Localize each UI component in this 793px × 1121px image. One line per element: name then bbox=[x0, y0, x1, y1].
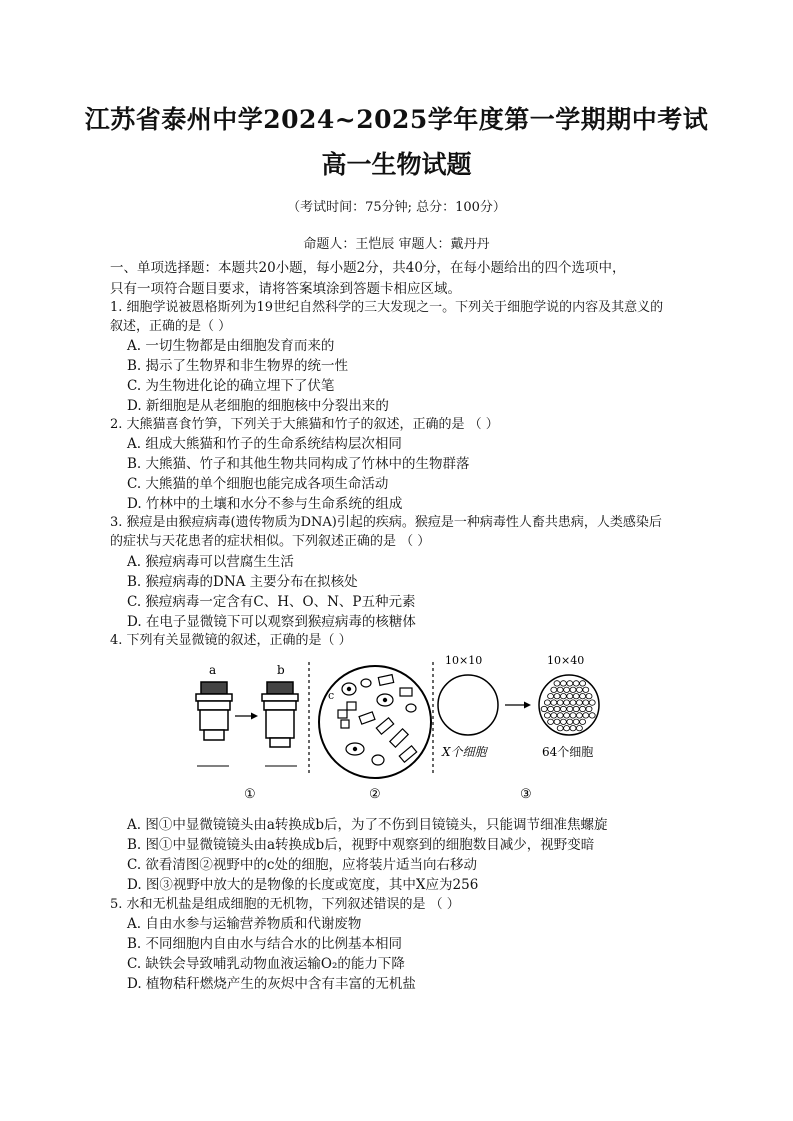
question-3-stem-line1: 3. 猴痘是由猴痘病毒(遗传物质为DNA)引起的疾病。猴痘是一种病毒性人畜共患病，人类感染后 bbox=[110, 515, 662, 530]
packed-cell bbox=[554, 706, 560, 711]
packed-cell bbox=[554, 719, 560, 724]
question-1-option-d: D. 新细胞是从老细胞的细胞核中分裂出来的 bbox=[127, 398, 389, 414]
packed-cell bbox=[567, 719, 573, 724]
packed-cell bbox=[570, 700, 576, 705]
packed-cell bbox=[544, 700, 550, 705]
question-5-option-c: C. 缺铁会导致哺乳动物血液运输O₂的能力下降 bbox=[127, 956, 405, 972]
packed-cell bbox=[576, 700, 582, 705]
figure-number-3: ③ bbox=[520, 787, 532, 802]
figure-number-2: ② bbox=[369, 787, 381, 802]
packed-cell bbox=[564, 713, 570, 718]
packed-cell bbox=[541, 706, 547, 711]
packed-cell bbox=[560, 694, 566, 699]
question-5-option-d: D. 植物秸秆燃烧产生的灰烬中含有丰富的无机盐 bbox=[127, 976, 416, 992]
packed-cell bbox=[564, 700, 570, 705]
question-5-stem: 5. 水和无机盐是组成细胞的无机物，下列叙述错误的是 （ ） bbox=[110, 897, 460, 912]
question-4-stem: 4. 下列有关显微镜的叙述，正确的是（ ） bbox=[110, 633, 352, 648]
packed-cell bbox=[570, 687, 576, 692]
packed-cell bbox=[576, 726, 582, 731]
packed-cell bbox=[570, 726, 576, 731]
question-1-stem-line1: 1. 细胞学说被恩格斯列为19世纪自然科学的三大发现之一。下列关于细胞学说的内容及其意义的 bbox=[110, 300, 664, 315]
microscope-figure bbox=[185, 652, 625, 807]
packed-cell bbox=[554, 694, 560, 699]
packed-cell bbox=[589, 713, 595, 718]
label-b: b bbox=[277, 663, 285, 677]
mag-label-high: 10×40 bbox=[547, 654, 585, 667]
question-5-option-b: B. 不同细胞内自由水与结合水的比例基本相同 bbox=[127, 936, 403, 952]
question-4-option-b: B. 图①中显微镜镜头由a转换成b后，视野中观察到的细胞数目减少，视野变暗 bbox=[127, 837, 595, 853]
question-1-option-a: A. 一切生物都是由细胞发育而来的 bbox=[127, 338, 335, 354]
question-1-option-b: B. 揭示了生物界和非生物界的统一性 bbox=[127, 358, 349, 374]
packed-cell bbox=[580, 706, 586, 711]
packed-cell bbox=[567, 694, 573, 699]
question-2-option-d: D. 竹林中的土壤和水分不参与生命系统的组成 bbox=[127, 496, 403, 512]
question-2-option-c: C. 大熊猫的单个细胞也能完成各项生命活动 bbox=[127, 476, 389, 492]
question-3-option-b: B. 猴痘病毒的DNA 主要分布在拟核处 bbox=[127, 574, 358, 590]
packed-cell bbox=[554, 681, 560, 686]
exam-info: （考试时间：75分钟; 总分：100分） bbox=[287, 200, 506, 215]
packed-cell bbox=[544, 713, 550, 718]
arrow-a-to-b bbox=[235, 713, 258, 720]
question-5-option-a: A. 自由水参与运输营养物质和代谢废物 bbox=[127, 916, 362, 932]
label-c: c bbox=[328, 689, 335, 702]
packed-cell bbox=[567, 681, 573, 686]
objective-lens-a bbox=[196, 682, 232, 740]
question-1-stem-line2: 叙述，正确的是（ ） bbox=[110, 319, 232, 334]
question-3-stem-line2: 的症状与天花患者的症状相似。下列叙述正确的是 （ ） bbox=[110, 534, 431, 549]
exam-subtitle: 高一生物试题 bbox=[321, 150, 472, 179]
packed-cell bbox=[573, 719, 579, 724]
packed-cell bbox=[557, 700, 563, 705]
question-4-option-c: C. 欲看清图②视野中的c处的细胞，应将装片适当向右移动 bbox=[127, 857, 477, 873]
packed-cell bbox=[557, 687, 563, 692]
question-2-option-b: B. 大熊猫、竹子和其他生物共同构成了竹林中的生物群落 bbox=[127, 456, 470, 472]
packed-cell bbox=[564, 726, 570, 731]
packed-cell bbox=[567, 706, 573, 711]
question-3-option-a: A. 猴痘病毒可以营腐生生活 bbox=[127, 554, 294, 570]
packed-cell bbox=[583, 713, 589, 718]
packed-cell bbox=[586, 706, 592, 711]
question-2-option-a: A. 组成大熊猫和竹子的生命系统结构层次相同 bbox=[127, 436, 402, 452]
section-intro-line2: 只有一项符合题目要求，请将答案填涂到答题卡相应区域。 bbox=[110, 281, 461, 297]
packed-cell bbox=[564, 687, 570, 692]
packed-cell bbox=[573, 706, 579, 711]
packed-cell bbox=[573, 694, 579, 699]
question-3-option-c: C. 猴痘病毒一定含有C、H、O、N、P五种元素 bbox=[127, 594, 416, 610]
packed-cell bbox=[589, 700, 595, 705]
low-power-field bbox=[438, 675, 498, 735]
packed-cell bbox=[557, 713, 563, 718]
packed-cell bbox=[576, 713, 582, 718]
exam-authors: 命题人：王恺辰 审题人：戴丹丹 bbox=[303, 237, 490, 252]
packed-cell bbox=[583, 687, 589, 692]
packed-cell bbox=[551, 713, 557, 718]
packed-cell bbox=[580, 719, 586, 724]
packed-cell bbox=[576, 687, 582, 692]
caption-64-cells: 64个细胞 bbox=[542, 745, 594, 759]
packed-cell bbox=[573, 681, 579, 686]
question-4-option-a: A. 图①中显微镜镜头由a转换成b后，为了不伤到目镜镜头，只能调节细准焦螺旋 bbox=[127, 817, 608, 833]
packed-cell bbox=[557, 726, 563, 731]
packed-cell bbox=[583, 700, 589, 705]
figure-number-1: ① bbox=[244, 787, 256, 802]
question-2-stem: 2. 大熊猫喜食竹笋，下列关于大熊猫和竹子的叙述，正确的是 （ ） bbox=[110, 417, 499, 432]
question-3-option-d: D. 在电子显微镜下可以观察到猴痘病毒的核糖体 bbox=[127, 614, 416, 630]
objective-lens-b bbox=[262, 682, 298, 747]
arrow-low-to-high bbox=[505, 702, 531, 709]
packed-cell bbox=[560, 681, 566, 686]
packed-cell bbox=[551, 700, 557, 705]
label-a: a bbox=[209, 663, 217, 677]
packed-cell bbox=[580, 681, 586, 686]
packed-cell bbox=[586, 694, 592, 699]
question-4-option-d: D. 图③视野中放大的是物像的长度或宽度，其中X应为256 bbox=[127, 877, 479, 893]
packed-cell bbox=[548, 719, 554, 724]
packed-cell bbox=[560, 706, 566, 711]
packed-cell bbox=[548, 706, 554, 711]
mag-label-low: 10×10 bbox=[445, 654, 483, 667]
question-1-option-c: C. 为生物进化论的确立埋下了伏笔 bbox=[127, 378, 335, 394]
exam-title: 江苏省泰州中学2024~2025学年度第一学期期中考试 bbox=[84, 105, 709, 134]
caption-x-cells: X个细胞 bbox=[442, 745, 487, 759]
packed-cell bbox=[580, 694, 586, 699]
packed-cell bbox=[560, 719, 566, 724]
section-intro-line1: 一、单项选择题：本题共20小题，每小题2分，共40分，在每小题给出的四个选项中， bbox=[110, 260, 626, 276]
packed-cell bbox=[551, 687, 557, 692]
packed-cell bbox=[570, 713, 576, 718]
packed-cell bbox=[548, 694, 554, 699]
